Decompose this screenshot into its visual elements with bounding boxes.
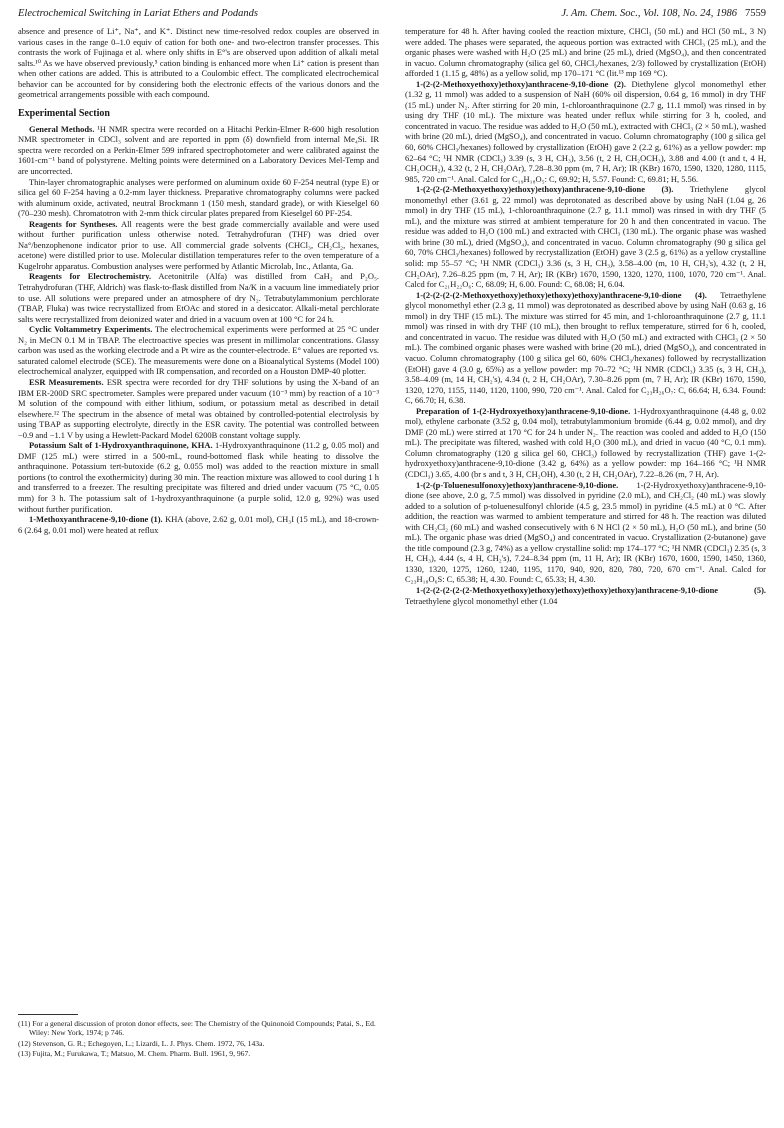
run-in-heading: General Methods.	[29, 123, 95, 134]
paragraph-compound-1-continued: temperature for 48 h. After having cooled the reaction mixture, CHCl₃ (50 mL) and HCl (50 mL, 3 N) were added. The phases were separated, the aqueous portion was extracted with CHCl₃ (25 mL), and the organic phases were washed with H₂O (25 mL) and brine (25 mL), dried (MgSO₄), and then concentrated in vacuo. Column chromatography (silica gel 60, CHCl₃/hexanes, 2/3) followed by crystallization (EtOH) afforded 1 (1.15 g, 48%) as a yellow solid, mp 170–171 °C (lit.¹³ mp 169 °C).	[405, 26, 766, 79]
run-in-heading: Cyclic Voltammetry Experiments.	[29, 324, 153, 335]
paragraph-intro-continued: absence and presence of Li⁺, Na⁺, and K⁺. Distinct new time-resolved redox couples are observed in various cases in the range 0–1.0 equiv of cation for both one- and two-electron transfer processes. This contrasts the work of Fujinaga et al. where only shifts in E°'s are observed upon addition of alkali metal salts.¹⁰ As we have observed previously,⁵ cation binding is enhanced more when Li⁺ cation is present than when other cations are added. This is attributed to a Coulombic effect. The complicated electrochemical behavior can be accounted for by considering both the electronic effects of the various donors and the geometrical arrangements possible with each compound.	[18, 26, 379, 100]
footnote: (13) Fujita, M.; Furukawa, T.; Matsuo, M. Chem. Pharm. Bull. 1961, 9, 967.	[18, 1049, 251, 1059]
run-in-heading: 1-(2-(2-Methoxyethoxy)ethoxy)anthracene-9,10-dione (2).	[416, 78, 626, 89]
run-in-heading: 1-(2-(2-(2-(2-(2-Methoxyethoxy)ethoxy)ethoxy)ethoxy)ethoxy)anthracene-9,10-dione (5).	[416, 584, 766, 595]
run-in-heading: Reagents for Electrochemistry.	[29, 271, 152, 282]
run-in-heading: 1-(2-(2-(2-(2-Methoxyethoxy)ethoxy)ethoxy)ethoxy)anthracene-9,10-dione (4).	[416, 289, 707, 300]
footnotes	[18, 1014, 379, 1060]
paragraph-tlc: Thin-layer chromatographic analyses were performed on aluminum oxide 60 F-254 neutral (type E) or silica gel 60 F-254 having a 0.2-mm layer thickness. Preparative chromatography columns were packed with aluminum oxide, activated, neutral Brockmann 1 (150 mesh, standard grade), or with Kieselgel 60 (70–230 mesh). Chromatotron with 2-mm thick circular plates prepared from Kieselgel 60 PF-254.	[18, 176, 379, 219]
section-heading-experimental: Experimental Section	[18, 107, 110, 119]
running-title: Electrochemical Switching in Lariat Ethers and Podands	[18, 8, 258, 19]
run-in-heading: Potassium Salt of 1-Hydroxyanthraquinone, KHA.	[29, 440, 213, 451]
journal-citation: J. Am. Chem. Soc., Vol. 108, No. 24, 1986 7559	[561, 8, 766, 19]
paragraph-compound-4: 1-(2-(2-(2-(2-Methoxyethoxy)ethoxy)ethoxy)ethoxy)anthracene-9,10-dione (4). Tetraethylene glycol monomethyl ether (2.3 g, 11 mmol) was deprotonated as described above by using NaH (0.63 g, 16 mmol) in dry THF (15 mL). The mixture was stirred for 45 min, and 1-chloroanthraquinone (2.7 g, 11.1 mmol) was rinsed in with dry THF (10 mL), then brought to reflux temperature, stirred for 6 h, cooled, and concentrated in vacuo. The residue was diluted with H₂O (50 mL) and extracted with CHCl₃ (2 × 50 mL). The combined organic phases were washed with brine (20 mL), dried (MgSO₄), and concentrated in vacuo. Column chromatography (100 g silica gel 60, 60% CHCl₃/hexanes) followed by recrystallization (EtOH) gave 4 (3.0 g, 65%) as a yellow powder: mp 70–72 °C; ¹H NMR (CDCl₃) 3.35 (s, 3 H, CH₃), 3.58–4.09 (m, 14 H, CH₂'s), 4.34 (t, 2 H, CH₂OAr), 7.30–8.26 ppm (m, 7 H, Ar); IR (KBr) 1670, 1590, 1320, 1270, 1155, 1140, 1120, 1100, 990, 720 cm⁻¹. Anal. Calcd for C₂₃H₂₆O₇: C, 66.64; H, 6.34. Found: C, 66.70; H, 6.38.	[405, 289, 767, 406]
running-header	[18, 8, 766, 24]
paragraph-reagents-electrochemistry: Reagents for Electrochemistry. Acetonitrile (Alfa) was distilled from CaH₂ and P₂O₅. Tetrahydrofuran (THF, Aldrich) was flask-to-flask distilled from Na/K in a vacuum line immediately prior to use. All solutions were prepared under an atmosphere of dry N₂. Tetrabutylammonium perchlorate (TBAP, Fluka) was twice recrystallized from EtOAc and stored in a desiccator. Alkali-metal perchlorate salts were recrystallized from deionized water and dried in a vacuum oven at 100 °C for 24 h.	[18, 271, 379, 324]
run-in-heading: 1-Methoxyanthracene-9,10-dione (1).	[29, 514, 163, 525]
paragraph-tosylate: 1-(2-(p-Toluenesulfonoxy)ethoxy)anthracene-9,10-dione. 1-(2-Hydroxyethoxy)anthracene-9,10-dione (see above, 2.0 g, 7.5 mmol) was dissolved in pyridine (2.0 mL), and CH₂Cl₂ (40 mL) was slowly added to a solution of p-toluenesulfonyl chloride (4.5 g, 23.5 mmol) in pyridine (4.5 mL) at 0 °C. After addition, the reaction was warmed to ambient temperature and stirred for 48 h. The reaction was diluted with CH₂Cl₂ (60 mL) and washed consecutively with 6 N HCl (2 × 50 mL), H₂O (50 mL), and brine (50 mL). The organic phase was dried (MgSO₄) and concentrated in vacuo. Crystallization (2-butanone) gave the title compound (2.3 g, 74%) as a yellow crystalline solid: mp 174–177 °C; ¹H NMR (CDCl₃) 2.35 (s, 3 H, CH₃), 4.44 (s, 4 H, CH₂'s), 7.24–8.34 ppm (m, 11 H, Ar); IR (KBr) 1670, 1600, 1590, 1450, 1360, 1330, 1320, 1275, 1260, 1240, 1195, 1170, 940, 920, 820, 780, 720, 670 cm⁻¹. Anal. Calcd for C₂₃H₁₈O₆S: C, 65.38; H, 4.30. Found: C, 65.33; H, 4.30.	[405, 479, 766, 585]
paragraph-reagents-syntheses: Reagents for Syntheses. All reagents were the best grade commercially available and were used without further purification unless otherwise noted. Tetrahydrofuran (THF) was dried over Na°/benzophenone indicator prior to use. All commercial grade solvents (CHCl₃, CH₂Cl₂, hexanes, acetone) were distilled prior to use. Molecular distillation temperatures refer to the oven temperature of a Kugelrohr apparatus. Combustion analyses were performed by Atlantic Microlab, Inc., Atlanta, Ga.	[18, 218, 379, 271]
footnote: (12) Stevenson, G. R.; Echegoyen, L.; Lizardi, L. J. Phys. Chem. 1972, 76, 143a.	[18, 1038, 265, 1048]
footnote-rule	[18, 1014, 78, 1015]
run-in-heading: 1-(2-(2-(2-Methoxyethoxy)ethoxy)ethoxy)anthracene-9,10-dione (3).	[416, 184, 674, 195]
run-in-heading: ESR Measurements.	[29, 376, 104, 387]
paragraph-compound-5: 1-(2-(2-(2-(2-(2-Methoxyethoxy)ethoxy)ethoxy)ethoxy)ethoxy)anthracene-9,10-dione (5). Tetraethylene glycol monomethyl ether (1.04	[405, 584, 766, 606]
paragraph-general-methods: General Methods. ¹H NMR spectra were recorded on a Hitachi Perkin-Elmer R-600 high resolution NMR spectrometer in CDCl₃ solvent and are reported in ppm (δ) downfield from internal Me₄Si. IR spectra were recorded on a Perkin-Elmer 599 infrared spectrophotometer and were calibrated against the 1601-cm⁻¹ band of polystyrene. Melting points were determined on a Laboratory Devices Mel-Temp and are uncorrected.	[18, 123, 379, 177]
paragraph-cyclic-voltammetry: Cyclic Voltammetry Experiments. The electrochemical experiments were performed at 25 °C under N₂ in MeCN 0.1 M in TBAP. The electroactive species was present in millimolar concentrations. Glassy carbon was used as the working electrode and a Pt wire as the counter-electrode. E° values are reported vs. saturated calomel electrode (SCE). The measurements were done on a Bioanalytical Systems (Model 100) electrochemical analyzer, equipped with IR compensation, and recorded on a Houston DMP-40 plotter.	[18, 324, 379, 377]
run-in-heading: 1-(2-(p-Toluenesulfonoxy)ethoxy)anthracene-9,10-dione.	[416, 479, 619, 490]
paragraph-potassium-salt: Potassium Salt of 1-Hydroxyanthraquinone, KHA. 1-Hydroxyanthraquinone (11.2 g, 0.05 mol) and DMF (125 mL) were stirred in a 500-mL, round-bottomed flask while heating to dissolve the anthraquinone. Potassium tert-butoxide (6.2 g, 0.055 mol) was added to the reaction mixture in small portions (to control the exothermicity) during 30 min. The reaction mixture was allowed to cool during 1 h and transferred to a freezer. The resulting precipitate was filtered and dried under vacuum (75 °C, 0.05 mm) for 3 h. The potassium salt of 1-hydroxyanthraquinone (a purple solid, 12.0 g, 92%) was used without further purification.	[18, 440, 379, 514]
page-number: 7559	[745, 8, 766, 19]
paragraph-hydroxyethoxy: Preparation of 1-(2-Hydroxyethoxy)anthracene-9,10-dione. 1-Hydroxyanthraquinone (4.48 g, 0.02 mol), ethylene carbonate (3.52 g, 0.04 mol), tetrabutylammonium bromide (6.44 g, 0.02 mmol), and dry DMF (20 mL) were stirred at 170 °C for 24 h under N₂. The reaction was cooled and added to H₂O (150 mL). The precipitate was filtered, washed with cold H₂O (300 mL), and dried in vacuo (40 °C, 0.1 mm). Column chromatography (120 g silica gel 60, CHCl₃) followed by recrystallization (THF) gave 1-(2-hydroxyethoxy)anthracene-9,10-dione (3.42 g, 64%) as a yellow powder: mp 164–166 °C; ¹H NMR (CDCl₃) 3.65, 4.00 (br s and t, 3 H, CH₂OH), 4.30 (t, 2 H, CH₂OAr), 7.22–8.26 (m, 7 H, Ar).	[405, 405, 766, 479]
paragraph-compound-3: 1-(2-(2-(2-Methoxyethoxy)ethoxy)ethoxy)anthracene-9,10-dione (3). Triethylene glycol monomethyl ether (3.61 g, 22 mmol) was deprotonated as described above by using NaH (1.04 g, 26 mmol) in dry THF (15 mL), 1-chloroanthraquinone (2.7 g, 11.1 mmol) was rinsed in with dry THF (5 mL), and the mixture was stirred at ambient temperature for 20 h and then concentrated in vacuo. The residue was added to H₂O (100 mL) and extracted with CHCl₃ (130 mL). The organic phase was washed with brine (30 mL), dried (MgSO₄), and concentrated in vacuo. Column chromatography (90 g silica gel 60, 70% CHCl₃/hexanes) followed by recrystallization (EtOH) gave 3 (2.5 g, 61%) as a yellow crystalline solid: mp 55–57 °C; ¹H NMR (CDCl₃) 3.36 (s, 3 H, CH₃), 3.58–4.00 (m, 10 H, CH₂'s), 4.32 (t, 2 H, CH₂OAr), 7.26–8.25 ppm (m, 7 H, Ar); IR (KBr) 1670, 1590, 1320, 1270, 1100, 1070, 720 cm⁻¹. Anal. Calcd for C₂₁H₂₂O₆: C, 68.09; H, 6.00. Found: C, 68.08; H, 6.04.	[405, 184, 767, 290]
paragraph-compound-1: 1-Methoxyanthracene-9,10-dione (1). KHA (above, 2.62 g, 0.01 mol), CH₃I (15 mL), and 18-crown-6 (2.64 g, 0.01 mol) were heated at reflux	[18, 514, 379, 535]
footnote: (11) For a general discussion of proton donor effects, see: The Chemistry of the Quinonoid Compounds; Patai, S., Ed. Wiley: New York, 1974; p 746.	[18, 1019, 376, 1038]
run-in-heading: Reagents for Syntheses.	[29, 218, 118, 229]
paragraph-compound-2: 1-(2-(2-Methoxyethoxy)ethoxy)anthracene-9,10-dione (2). Diethylene glycol monomethyl ether (1.32 g, 11 mmol) was added to a suspension of NaH (60% oil dispersion, 0.64 g, 16 mmol) in dry THF (15 mL) under N₂. After stirring for 20 min, 1-chloroanthraquinone (2.7 g, 11.1 mmol) was rinsed in by using dry THF (10 mL). The mixture was heated under reflux while stirring for 3 h, cooled, and concentrated in vacuo. The residue was added to H₂O (50 mL), extracted with CHCl₃ (2 × 50 mL), washed with brine (20 mL), dried (MgSO₄), and concentrated in vacuo. Column chromatography (100 g silica gel 60, 60% CHCl₃/hexanes) followed by crystallization (EtOH) gave 2 (2.2 g, 61%) as a yellow powder: mp 62–64 °C; ¹H NMR (CDCl₃) 3.39 (s, 3 H, CH₃), 3.56 (t, 2 H, CH₂OCH₃), 3.88 and 4.00 (t and t, 4 H, CH₂OCH₂), 4.32 (t, 2 H, CH₂OAr), 7.28–8.30 ppm (m, 7 H, Ar); IR (KBr) 1670, 1590, 1320, 1280, 1115, 985, 720 cm⁻¹. Anal. Calcd for C₁₉H₁₈O₅: C, 69.92; H, 5.57. Found: C, 69.81; H, 5.56.	[405, 78, 766, 184]
left-column	[18, 26, 379, 636]
paragraph-esr: ESR Measurements. ESR spectra were recorded for dry THF solutions by using the X-band of an IBM ER-200D SRC spectrometer. Samples were prepared under vacuum (10⁻³ mm) by reaction of a 10⁻³ M solution of the compound with either lithium, sodium, or potassium metal as described in detail elsewhere.¹² The spectrum in the absence of metal was obtained by controlled-potential electrolysis by using TBAP as supporting electrolyte, directly in the ESR cavity. The potential was controlled between −0.9 and −1.1 V by using a Hewlett-Packard Model 6200B constant voltage supply.	[18, 376, 379, 440]
run-in-heading: Preparation of 1-(2-Hydroxyethoxy)anthracene-9,10-dione.	[416, 405, 631, 416]
right-column	[405, 26, 766, 1121]
